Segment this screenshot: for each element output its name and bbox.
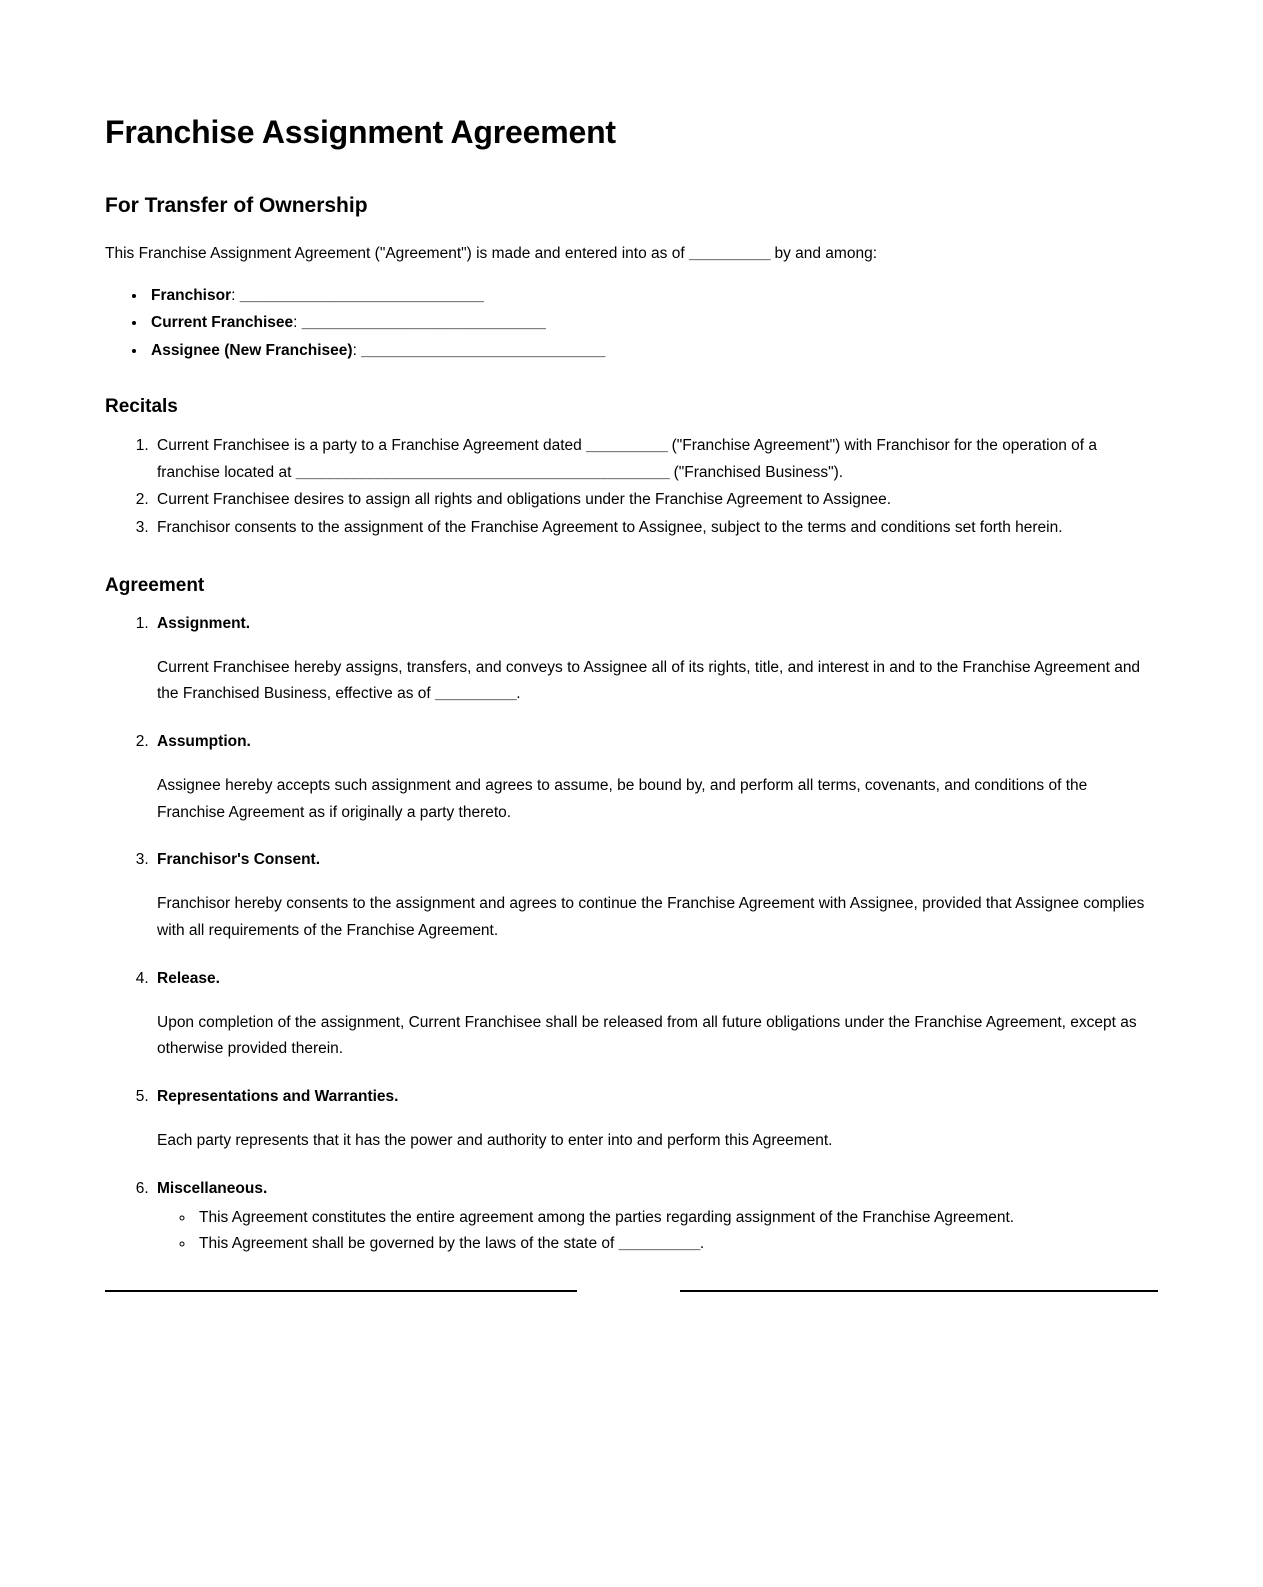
list-item xyxy=(195,1231,1158,1258)
signature-line-right xyxy=(680,1290,1158,1292)
recital-text: ("Franchised Business"). xyxy=(669,463,844,481)
clause-text-before: Upon completion of the assignment, Current Franchisee shall be released from all future obligations under the Franchise Agreement, except as otherwise provided therein. xyxy=(157,1013,1137,1058)
clause-title: Assignment. xyxy=(157,614,251,632)
sub-item-text: This Agreement shall be governed by the laws of the state of xyxy=(199,1235,619,1253)
clause-text-after: . xyxy=(516,685,521,703)
recital-date-blank: __________ xyxy=(586,437,668,455)
clause-text-before: Each party represents that it has the power and authority to enter into and perform this Agreement. xyxy=(157,1131,833,1149)
list-item xyxy=(153,515,1158,542)
party-blank: ______________________________ xyxy=(301,314,546,332)
agreement-heading: Agreement xyxy=(105,574,205,596)
list-item xyxy=(153,612,1158,708)
recital-text: Current Franchisee is a party to a Franchise Agreement dated xyxy=(157,437,587,455)
signature-line-left xyxy=(105,1290,577,1292)
intro-paragraph xyxy=(105,219,1158,266)
list-item xyxy=(153,433,1158,486)
list-item xyxy=(153,730,1158,826)
signature-block xyxy=(105,1290,1158,1292)
recital-text: Franchisor consents to the assignment of the Franchise Agreement to Assignee, subject to the terms and conditions set forth herein. xyxy=(157,519,1063,537)
sub-item-text-after: . xyxy=(699,1235,705,1253)
list-item xyxy=(195,1205,1158,1232)
clause-text-before: Current Franchisee hereby assigns, transfers, and conveys to Assignee all of its rights, title, and interest in and to the Franchise Agreement and the Franchised Business, effective as of xyxy=(157,658,1141,703)
party-list xyxy=(105,266,1158,365)
miscellaneous-sub-list xyxy=(157,1201,1158,1258)
clause-text-before: Assignee hereby accepts such assignment and agrees to assume, be bound by, and perform all terms, covenants, and conditions of the Franchise Agreement as if originally a party thereto. xyxy=(157,776,1088,821)
sub-item-text: This Agreement constitutes the entire agreement among the parties regarding assignment of the Franchise Agreement. xyxy=(199,1208,1015,1226)
clause-title: Miscellaneous. xyxy=(157,1179,268,1197)
recitals-list xyxy=(105,419,1158,542)
list-item xyxy=(153,1177,1158,1258)
clause-date-blank: __________ xyxy=(435,685,517,703)
party-separator: : xyxy=(231,286,240,304)
recital-text: ("Franchise Agreement") with Franchisor for the operation of a franchise located at xyxy=(157,437,1097,481)
clause-body xyxy=(157,1109,1158,1155)
party-separator: : xyxy=(293,314,302,332)
list-item xyxy=(147,309,1158,337)
recital-text: Current Franchisee desires to assign all rights and obligations under the Franchise Agreement to Assignee. xyxy=(157,491,892,509)
party-separator: : xyxy=(352,341,362,359)
list-item xyxy=(147,282,1158,310)
clause-title: Assumption. xyxy=(157,732,251,750)
document-subtitle: For Transfer of Ownership xyxy=(105,194,368,218)
party-blank: ______________________________ xyxy=(239,286,484,304)
clause-body xyxy=(157,991,1158,1063)
clause-title: Release. xyxy=(157,969,220,987)
intro-date-blank: __________ xyxy=(688,244,771,262)
clause-body xyxy=(157,872,1158,944)
party-blank: ______________________________ xyxy=(361,341,605,359)
governing-state-blank: __________ xyxy=(618,1235,700,1253)
party-label: Franchisor xyxy=(151,286,232,304)
agreement-list xyxy=(105,598,1158,1258)
intro-text-after: by and among: xyxy=(770,244,878,262)
page-title: Franchise Assignment Agreement xyxy=(105,114,616,150)
intro-text-before: This Franchise Assignment Agreement ("Agreement") is made and entered into as of xyxy=(105,244,689,262)
party-label: Current Franchisee xyxy=(151,314,294,332)
list-item xyxy=(153,1085,1158,1155)
recitals-heading: Recitals xyxy=(105,396,178,418)
list-item xyxy=(147,337,1158,365)
clause-body xyxy=(157,754,1158,826)
list-item xyxy=(153,848,1158,944)
clause-text-before: Franchisor hereby consents to the assignment and agrees to continue the Franchise Agreement with Assignee, provided that Assignee complies with all requirements of the Franchise Agreement. xyxy=(157,895,1145,939)
list-item xyxy=(153,487,1158,514)
clause-title: Franchisor's Consent. xyxy=(157,851,321,869)
party-label: Assignee (New Franchisee) xyxy=(151,341,353,359)
list-item xyxy=(153,967,1158,1063)
clause-body xyxy=(157,636,1158,708)
clause-title: Representations and Warranties. xyxy=(157,1087,399,1105)
recital-address-blank: ______________________________________________ xyxy=(295,463,670,481)
